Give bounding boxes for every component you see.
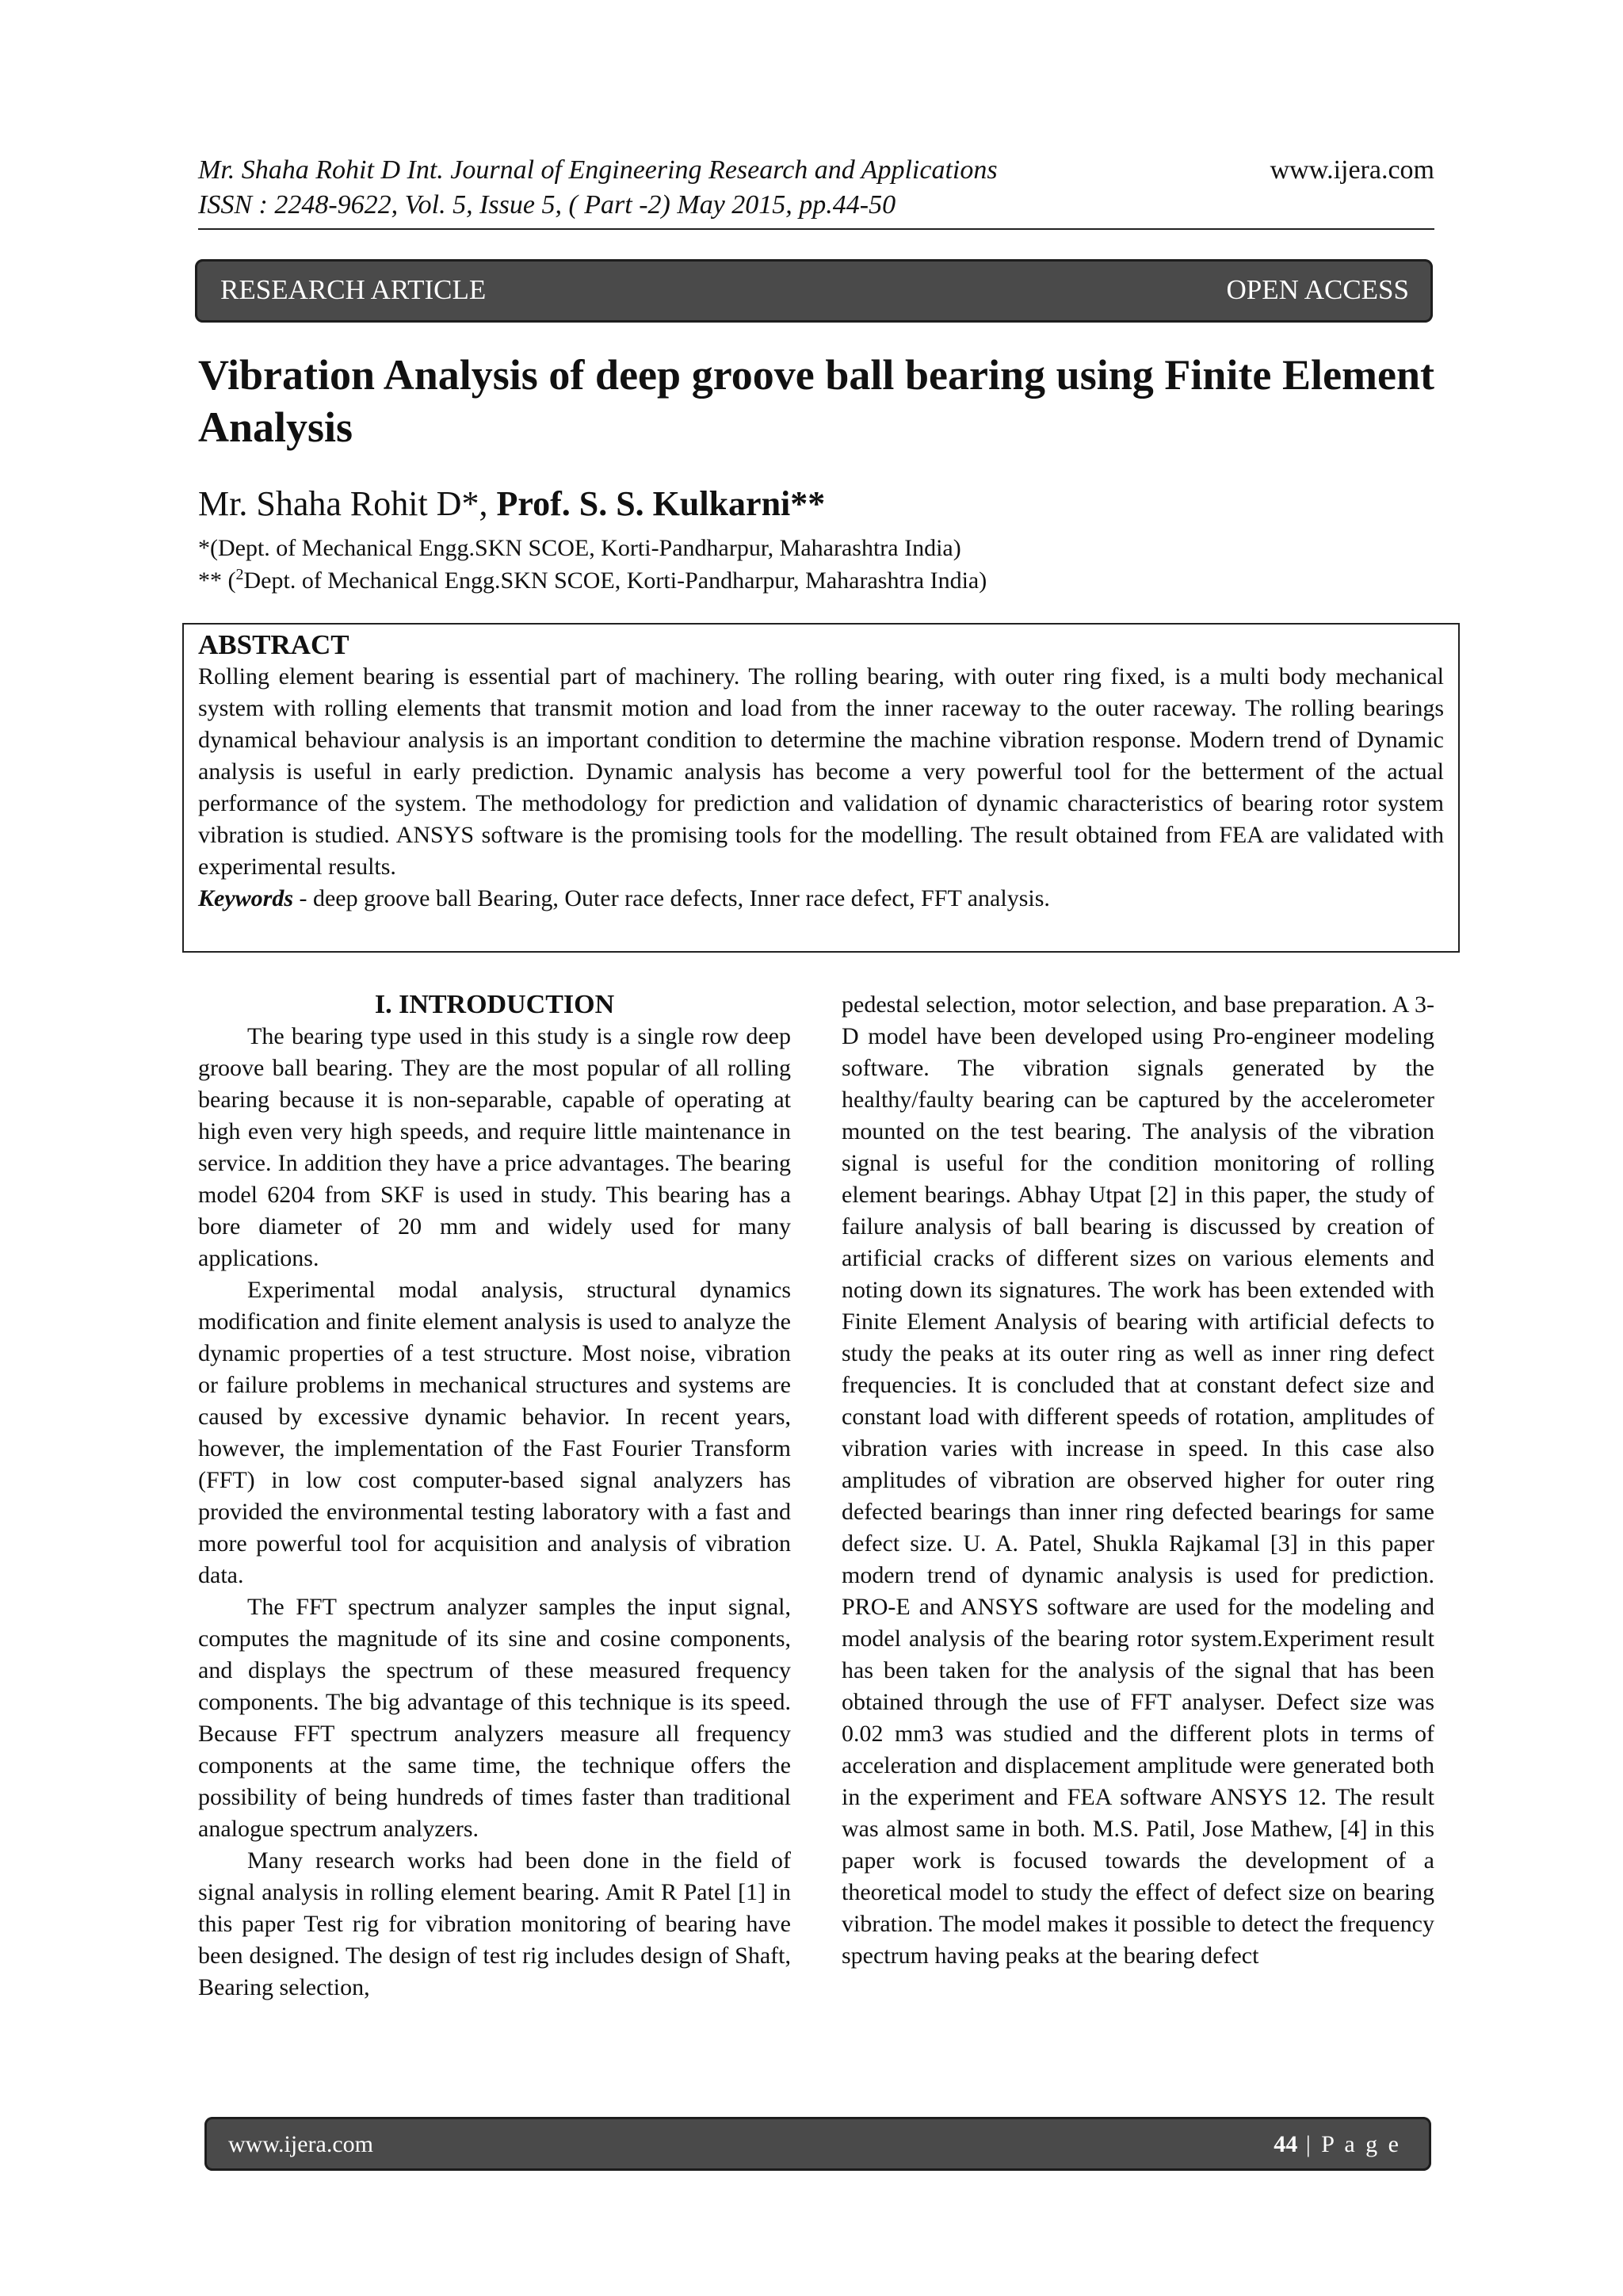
page-number-value: 44 <box>1274 2131 1298 2157</box>
page-number <box>1274 2131 1401 2158</box>
research-article-label: RESEARCH ARTICLE <box>220 274 487 305</box>
open-access-label: OPEN ACCESS <box>1226 274 1409 305</box>
keywords-label: Keywords <box>198 885 293 911</box>
affiliation-2 <box>198 560 987 595</box>
right-column <box>842 989 1434 1972</box>
header-website[interactable]: www.ijera.com <box>1270 155 1434 185</box>
author-2: Prof. S. S. Kulkarni** <box>496 484 826 523</box>
intro-paragraph-4-continued: pedestal selection, motor selection, and base preparation. A 3-D model have been developed using Pro-engineer modeling software. The vibration signals generated by the healthy/faulty bearing can be captured by the accelerometer mounted on the test bearing. The analysis of the vibration signal is useful for the condition monitoring of rolling element bearings. Abhay Utpat [2] in this paper, the study of failure analysis of ball bearing is discussed by creation of artificial cracks of different sizes on various elements and noting down its signatures. The work has been extended with Finite Element Analysis of bearing with artificial defects to study the peaks at its outer ring as well as inner ring defect frequencies. It is concluded that at constant defect size and constant load with different speeds of rotation, amplitudes of vibration varies with increase in speed. In this case also amplitudes of vibration are observed higher for outer ring defected bearings than inner ring defected bearings for same defect size. U. A. Patel, Shukla Rajkamal [3] in this paper modern trend of dynamic analysis is used for prediction. PRO-E and ANSYS software are used for the modeling and model analysis of the bearing rotor system.Experiment result has been taken for the analysis of the signal that has been obtained through the use of FFT analyser. Defect size was 0.02 mm3 was studied and the different plots in terms of acceleration and displacement amplitude were generated both in the experiment and FEA software ANSYS 12. The result was almost same in both. M.S. Patil, Jose Mathew, [4] in this paper work is focused towards the development of a theoretical model to study the effect of defect size on bearing vibration. The model makes it possible to detect the frequency spectrum having peaks at the bearing defect <box>842 991 1434 1969</box>
header-divider <box>198 228 1434 230</box>
article-type-banner <box>195 259 1433 323</box>
page-footer <box>204 2117 1431 2171</box>
intro-paragraph-1: The bearing type used in this study is a single row deep groove ball bearing. They are the most popular of all rolling bearing because it is non-separable, capable of operating at high even very high speeds, and require little maintenance in service. In addition they have a price advantages. The bearing model 6204 from SKF is used in study. This bearing has a bore diameter of 20 mm and widely used for many applications. <box>198 1023 791 1271</box>
keywords-text: - deep groove ball Bearing, Outer race defects, Inner race defect, FFT analysis. <box>293 885 1050 911</box>
affiliation-2-prefix: ** ( <box>198 567 236 594</box>
abstract-heading: ABSTRACT <box>198 629 349 660</box>
keywords <box>198 883 1444 915</box>
affiliation-2-text: Dept. of Mechanical Engg.SKN SCOE, Korti-Pandharpur, Maharashtra India) <box>243 567 987 594</box>
abstract-text: Rolling element bearing is essential part of machinery. The rolling bearing, with outer ring fixed, is a multi body mechanical system with rolling elements that transmit motion and load from the inner raceway to the outer raceway. The rolling bearings dynamical behaviour analysis is an important condition to determine the machine vibration response. Modern trend of Dynamic analysis is useful in early prediction. Dynamic analysis has become a very powerful tool for the betterment of the actual performance of the system. The methodology for prediction and validation of dynamic characteristics of bearing rotor system vibration is studied. ANSYS software is the promising tools for the modelling. The result obtained from FEA are validated with experimental results. <box>198 663 1444 880</box>
issn-line: ISSN : 2248-9622, Vol. 5, Issue 5, ( Part -2) May 2015, pp.44-50 <box>198 190 896 220</box>
page-label: | P a g e <box>1297 2131 1401 2157</box>
intro-paragraph-4: Many research works had been done in the field of signal analysis in rolling element bearing. Amit R Patel [1] in this paper Test rig for vibration monitoring of bearing have been designed. The design of test rig includes design of Shaft, Bearing selection, <box>198 1847 791 2000</box>
abstract-box <box>182 623 1460 953</box>
footer-website[interactable]: www.ijera.com <box>228 2131 373 2157</box>
paper-title: Vibration Analysis of deep groove ball bearing using Finite Element Analysis <box>198 351 1434 451</box>
affiliation-1: *(Dept. of Mechanical Engg.SKN SCOE, Korti-Pandharpur, Maharashtra India) <box>198 535 961 561</box>
introduction-heading: I. INTRODUCTION <box>374 990 615 1019</box>
intro-paragraph-2: Experimental modal analysis, structural dynamics modification and finite element analysis is used to analyze the dynamic properties of a test structure. Most noise, vibration or failure problems in mechanical structures and systems are caused by excessive dynamic behavior. In recent years, however, the implementation of the Fast Fourier Transform (FFT) in low cost computer-based signal analyzers has provided the environmental testing laboratory with a fast and more powerful tool for acquisition and analysis of vibration data. <box>198 1277 791 1588</box>
intro-paragraph-3: The FFT spectrum analyzer samples the input signal, computes the magnitude of its sine and cosine components, and displays the spectrum of these measured frequency components. The big advantage of this technique is its speed. Because FFT spectrum analyzers measure all frequency components at the same time, the technique offers the possibility of being hundreds of times faster than traditional analogue spectrum analyzers. <box>198 1594 791 1842</box>
author-1: Mr. Shaha Rohit D*, <box>198 484 497 523</box>
journal-line: Mr. Shaha Rohit D Int. Journal of Engineering Research and Applications <box>198 155 998 185</box>
author-line <box>198 483 825 524</box>
running-header <box>198 153 1434 223</box>
affiliation-2-superscript: 2 <box>235 566 244 583</box>
left-column <box>198 989 791 2004</box>
